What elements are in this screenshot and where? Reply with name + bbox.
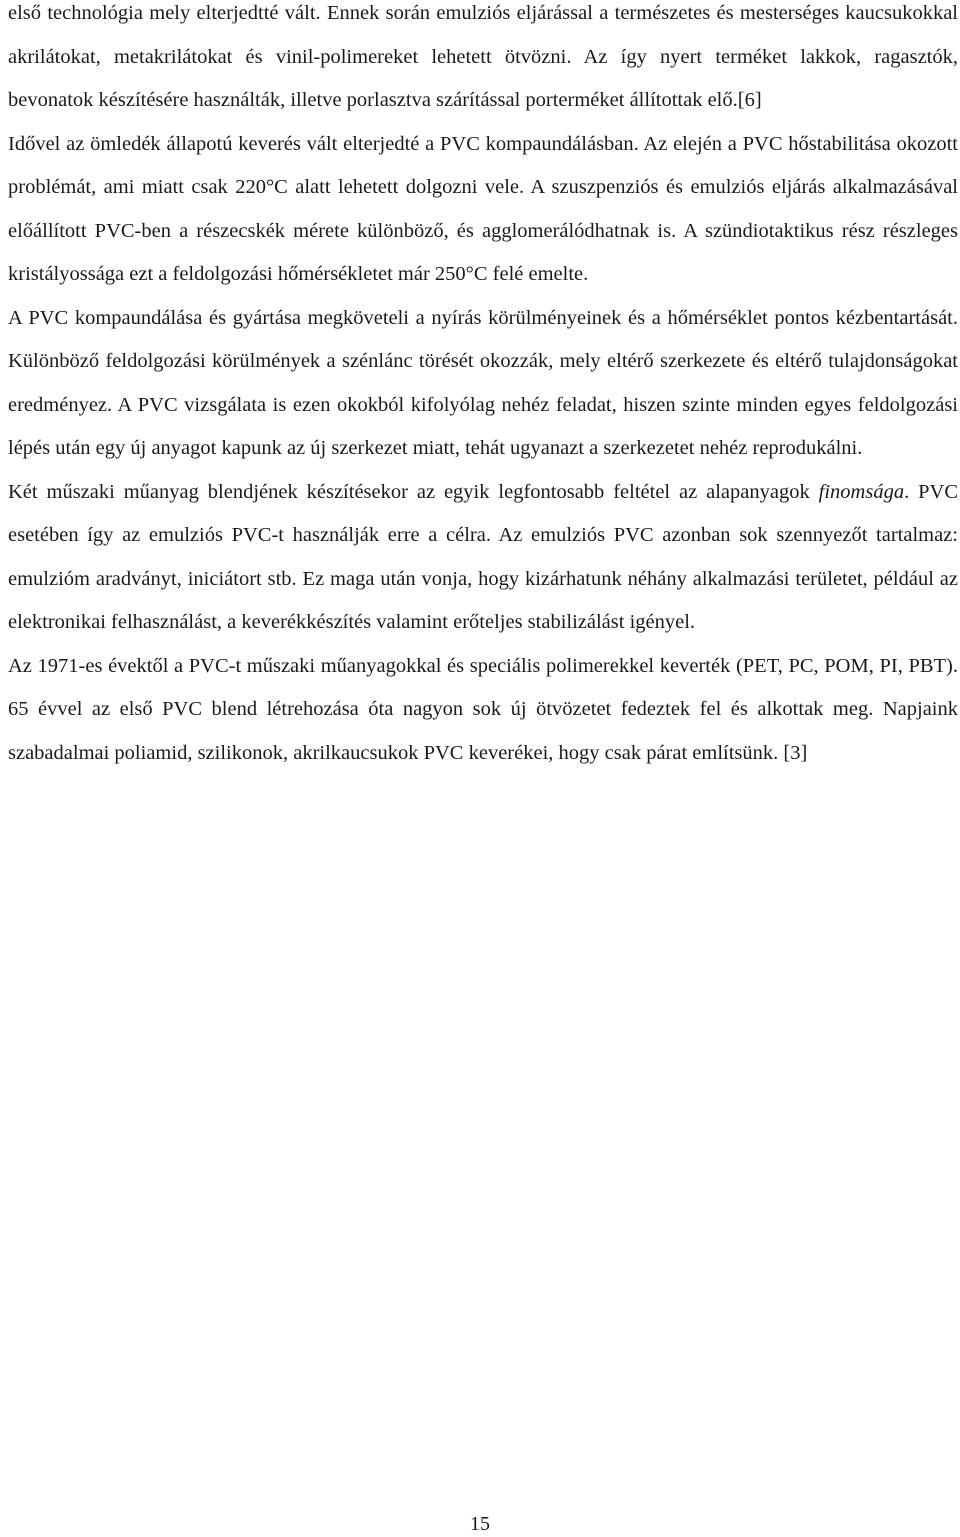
paragraph-4 [8,471,958,645]
paragraph-5: Az 1971-es évektől a PVC-t műszaki műanyagokkal és speciális polimerekkel keverték (PET, PC, POM, PI, PBT). 65 évvel az első PVC blend létrehozása óta nagyon sok új ötvözetet fedeztek fel és alkottak meg. Napjaink szabadalmai poliamid, szilikonok, akrilkaucsukok PVC keverékei, hogy csak párat említsünk. [3] [8,654,958,764]
paragraph-4-italic-term: finomsága [818,480,905,503]
paragraph-4-start: Két műszaki műanyag blendjének készítésekor az egyik legfontosabb feltétel az alapanyagok [8,480,819,503]
paragraph-4-end: . PVC esetében így az emulziós PVC-t használják erre a célra. Az emulziós PVC azonban sok szennyezőt tartalmaz: emulzióm aradványt, iniciátort stb. Ez maga után vonja, hogy kizárhatunk néhány alkalmazási területet, például az elektronikai felhasználást, a keverékkészítés valamint erőteljes stabilizálást igényel. [8,480,958,633]
paragraph-3: A PVC kompaundálása és gyártása megköveteli a nyírás körülményeinek és a hőmérséklet pontos kézbentartását. Különböző feldolgozási körülmények a szénlánc törését okozzák, mely eltérő szerkezete és eltérő tulajdonságokat eredményez. A PVC vizsgálata is ezen okokból kifolyólag nehéz feladat, hiszen szinte minden egyes feldolgozási lépés után egy új anyagot kapunk az új szerkezet miatt, tehát ugyanazt a szerkezetet nehéz reprodukálni. [8,306,958,459]
page-number: 15 [470,1513,490,1535]
document-page [8,0,958,775]
paragraph-1: első technológia mely elterjedtté vált. Ennek során emulziós eljárással a természetes és mesterséges kaucsukokkal akrilátokat, metakrilátokat és vinil-polimereket lehetett ötvözni. Az így nyert terméket lakkok, ragasztók, bevonatok készítésére használták, illetve porlasztva szárítással porterméket állítottak elő.[6] [8,2,958,111]
paragraph-2: Idővel az ömledék állapotú keverés vált elterjedté a PVC kompaundálásban. Az elején a PVC hőstabilitása okozott problémát, ami miatt csak 220°C alatt lehetett dolgozni vele. A szuszpenziós és emulziós eljárás alkalmazásával előállított PVC-ben a részecskék mérete különböző, és agglomerálódhatnak is. A szündiotaktikus rész részleges kristályossága ezt a feldolgozási hőmérsékletet már 250°C felé emelte. [8,132,958,285]
